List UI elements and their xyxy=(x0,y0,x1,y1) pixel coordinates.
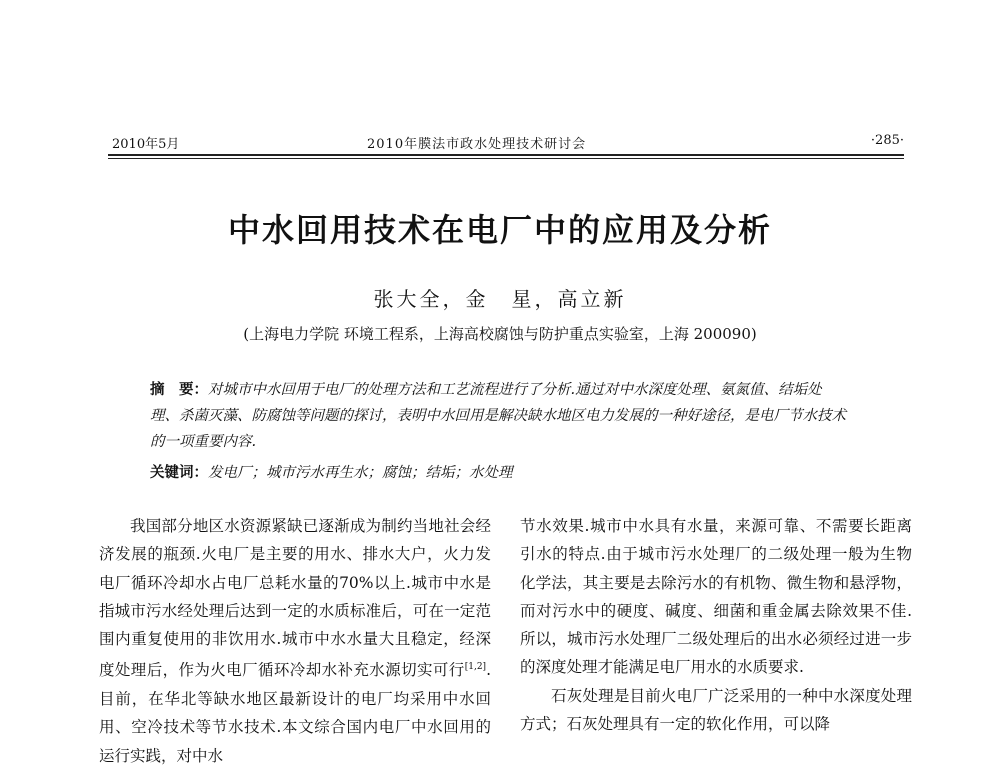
header-conference: 2010年膜法市政水处理技术研讨会 xyxy=(367,137,587,152)
keywords xyxy=(150,460,850,486)
header-rule-thin xyxy=(108,158,904,159)
body-column-right xyxy=(520,512,912,738)
paper-authors: 张大全，金 星，高立新 xyxy=(373,287,627,311)
header-page-number: ·285· xyxy=(870,133,904,148)
body-text: .目前，在华北等缺水地区最新设计的电厂均采用中水回用、空冷技术等节水技术.本文综合国内电厂中水回用的运行实践，对中水 xyxy=(99,661,491,765)
keywords-text: 发电厂；城市污水再生水；腐蚀；结垢；水处理 xyxy=(208,465,513,481)
body-column-left xyxy=(99,512,491,770)
keywords-label: 关键词： xyxy=(150,464,208,481)
header-rule-thick xyxy=(108,154,904,156)
abstract xyxy=(150,377,850,455)
abstract-label: 摘 要： xyxy=(150,381,208,398)
body-paragraph: 石灰处理是目前火电厂广泛采用的一种中水深度处理方式；石灰处理具有一定的软化作用，可以降 xyxy=(520,686,912,734)
abstract-text: 对城市中水回用于电厂的处理方法和工艺流程进行了分析.通过对中水深度处理、氨氮值、结垢处理、杀菌灭藻、防腐蚀等问题的探讨，表明中水回用是解决缺水地区电力发展的一种好途径，是电厂节水技术的一项重要内容. xyxy=(150,382,846,450)
paper-affiliation: (上海电力学院 环境工程系，上海高校腐蚀与防护重点实验室，上海 200090) xyxy=(243,325,757,343)
paper-title: 中水回用技术在电厂中的应用及分析 xyxy=(227,211,772,249)
body-paragraph xyxy=(99,512,491,770)
body-paragraph: 节水效果.城市中水具有水量，来源可靠、不需要长距离引水的特点.由于城市污水处理厂的二级处理一般为生物化学法，其主要是去除污水的有机物、微生物和悬浮物，而对污水中的硬度、碱度、细菌和重金属去除效果不佳.所以，城市污水处理厂二级处理后的出水必须经过进一步的深度处理才能满足电厂用水的水质要求. xyxy=(520,517,912,677)
body-text: 我国部分地区水资源紧缺已逐渐成为制约当地社会经济发展的瓶颈.火电厂是主要的用水、排水大户，火力发电厂循环冷却水占电厂总耗水量的70%以上.城市中水是指城市污水经处理后达到一定的水质标准后，可在一定范围内重复使用的非饮用水.城市中水水量大且稳定，经深度处理后，作为火电厂循环冷却水补充水源切实可行 xyxy=(99,517,491,680)
running-header xyxy=(112,133,904,153)
header-date: 2010年5月 xyxy=(112,137,180,152)
citation: [1,2] xyxy=(464,662,487,673)
